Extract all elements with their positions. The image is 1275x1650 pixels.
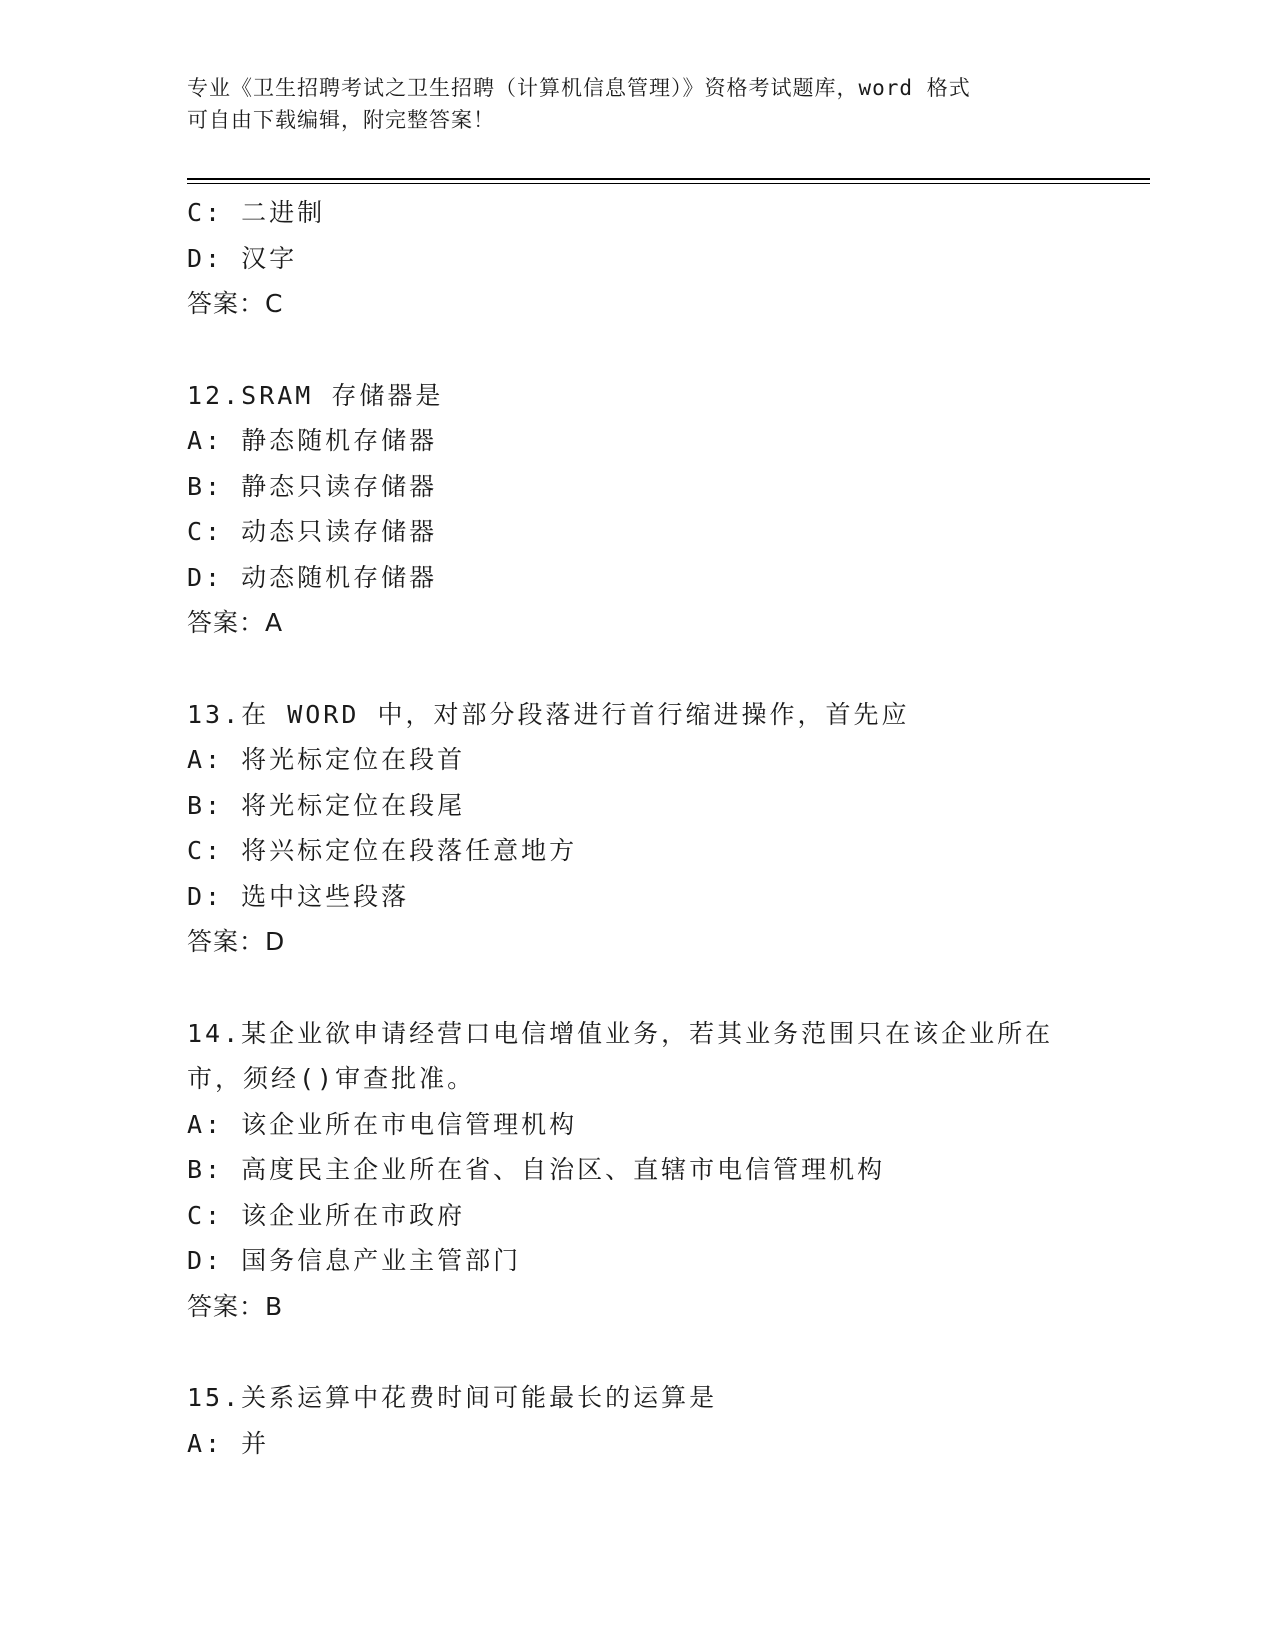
header-rule-thin [187, 183, 1150, 184]
question-stem-line-2: 市，须经()审查批准。 [187, 1064, 476, 1093]
answer-line: 答案：A [187, 608, 284, 637]
option-c: C: 该企业所在市政府 [187, 1200, 466, 1230]
option-b: B: 将光标定位在段尾 [187, 790, 466, 820]
option-a: A: 该企业所在市电信管理机构 [187, 1109, 578, 1139]
option-b: B: 高度民主企业所在省、自治区、直辖市电信管理机构 [187, 1155, 886, 1184]
option-a: A: 静态随机存储器 [187, 426, 438, 455]
question-12 [187, 373, 1087, 646]
answer-line: 答案：B [187, 1291, 284, 1321]
question-list [187, 190, 1087, 1466]
option-c: C: 二进制 [187, 198, 326, 227]
header-rule-thick [187, 178, 1150, 180]
option-c: C: 动态只读存储器 [187, 517, 438, 546]
answer-line: 答案：C [187, 289, 284, 318]
question-14 [187, 1011, 1087, 1330]
question-stem: 15.关系运算中花费时间可能最长的运算是 [187, 1383, 718, 1412]
option-c: C: 将兴标定位在段落任意地方 [187, 836, 578, 865]
answer-line: 答案：D [187, 927, 286, 956]
question-stem-line-1: 14.某企业欲申请经营口电信增值业务，若其业务范围只在该企业所在 [187, 1018, 1054, 1048]
header-line-1: 专业《卫生招聘考试之卫生招聘（计算机信息管理）》资格考试题库，word 格式 [187, 76, 971, 100]
spacer [187, 965, 1087, 1011]
spacer [187, 646, 1087, 692]
question-15 [187, 1375, 1087, 1466]
question-stem: 13.在 WORD 中，对部分段落进行首行缩进操作，首先应 [187, 699, 910, 729]
option-a: A: 并 [187, 1428, 270, 1458]
question-13 [187, 692, 1087, 965]
question-11-tail [187, 190, 1087, 327]
option-d: D: 选中这些段落 [187, 881, 410, 911]
question-stem: 12.SRAM 存储器是 [187, 380, 444, 410]
option-b: B: 静态只读存储器 [187, 471, 438, 501]
option-d: D: 动态随机存储器 [187, 562, 438, 592]
spacer [187, 1329, 1087, 1375]
spacer [187, 327, 1087, 373]
option-d: D: 汉字 [187, 243, 298, 273]
header-line-2: 可自由下载编辑，附完整答案！ [187, 108, 495, 132]
document-header [187, 72, 1077, 136]
option-a: A: 将光标定位在段首 [187, 745, 466, 774]
option-d: D: 国务信息产业主管部门 [187, 1246, 522, 1275]
